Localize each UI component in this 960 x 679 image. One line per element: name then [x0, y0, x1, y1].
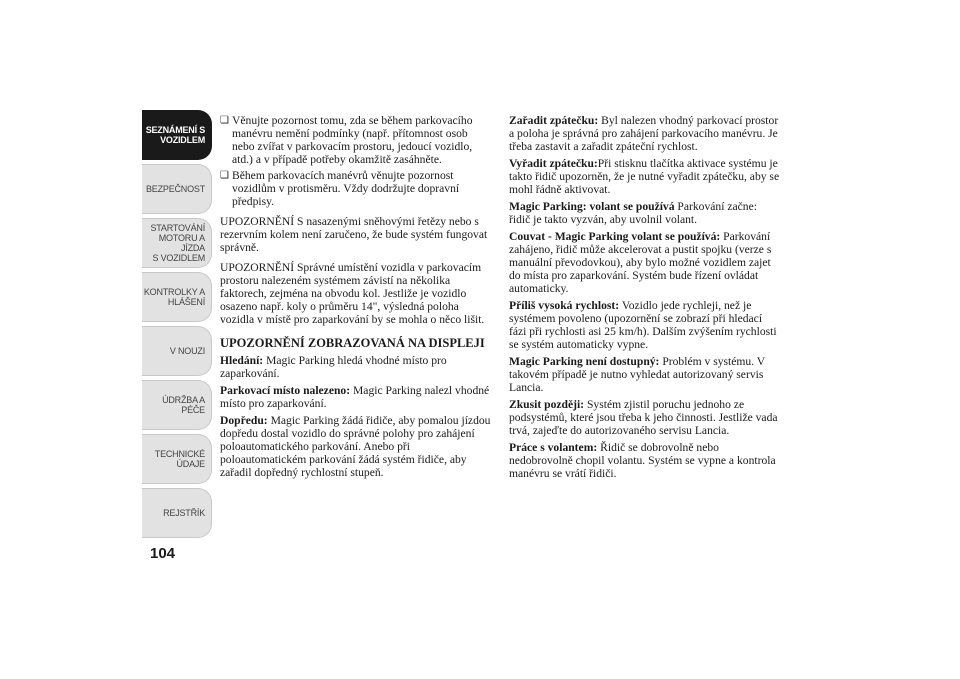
message-item — [509, 441, 781, 480]
message-text: Systém zjistil poruchu jednoho ze podsystémů, které jsou třeba k jeho činnosti. Jestliže vada trvá, zajeďte do autorizovaného servisu Lancia. — [509, 398, 778, 437]
message-item — [509, 200, 781, 226]
message-text: Byl nalezen vhodný parkovací prostor a poloha je správná pro zahájení parkovacího manévru. Je třeba zastavit a zařadit zpáteční rychlost. — [509, 114, 779, 153]
message-term: Hledání: — [220, 354, 264, 367]
message-item — [509, 299, 781, 351]
bullet-item: ❏ Věnujte pozornost tomu, zda se během parkovacího manévru nemění podmínky (např. přítomnost osob nebo zvířat v parkovacím prostoru, jedoucí vozidlo, atd.) a v případě potřeby okamžitě zasáhněte. — [220, 114, 492, 166]
message-text: Vozidlo jede rychleji, než je systémem povoleno (upozornění se zobrazí při hledací fázi při rychlosti asi 25 km/h). Dalším zvýšením rychlosti se systém automaticky vypne. — [509, 299, 777, 351]
message-term: Práce s volantem: — [509, 441, 598, 454]
message-item — [220, 384, 492, 410]
message-text: Parkování začne: řidič je takto vyzván, aby uvolnil volant. — [509, 200, 757, 226]
message-item — [509, 398, 781, 437]
message-item — [220, 414, 492, 479]
section-heading: UPOZORNĚNÍ ZOBRAZOVANÁ NA DISPLEJI — [220, 336, 485, 350]
message-text: Řidič se dobrovolně nebo nedobrovolně chopil volantu. Systém se vypne a kontrola manévru se vrátí řidiči. — [509, 441, 776, 480]
message-text: Magic Parking žádá řidiče, aby pomalou jízdou dopředu dostal vozidlo do správné polohy pro zahájení poloautomatického parkování. Anebo při poloautomatickém parkování žádá systém řidiče, aby zařadil dopředný rychlostní stupeň. — [220, 414, 491, 479]
tab-bezpecnost[interactable]: BEZPEČNOST — [142, 164, 212, 214]
message-item — [509, 355, 781, 394]
tab-startovani-motoru[interactable]: STARTOVÁNÍ MOTORU A JÍZDA S VOZIDLEM — [142, 218, 212, 268]
warning-paragraph: UPOZORNĚNÍ Správné umístění vozidla v parkovacím prostoru nalezeném systémem závistí na několika faktorech, zejména na obvodu kol. Jestliže je vozidlo osazeno např. koly o průměru 14", výsledná poloha vozidla v místě pro zaparkování by se mohla o něco lišit. — [220, 261, 485, 326]
page-number: 104 — [150, 545, 176, 562]
warning-paragraph: UPOZORNĚNÍ S nasazenými sněhovými řetězy nebo s rezervním kolem není zaručeno, že bude systém fungovat správně. — [220, 215, 488, 254]
message-term: Couvat - Magic Parking volant se používá: — [509, 230, 721, 243]
message-text: Parkování zahájeno, řidič může akcelerovat a pustit spojku (verze s manuální převodovkou), aby bylo možné vozidlem zajet do místa pro zaparkování. Systém bude řízení ovládat automaticky. — [509, 230, 772, 295]
message-text: Při stisknu tlačítka aktivace systému je takto řidič upozorněn, že je nutné vyřadit zpátečku, aby se mohl řádně aktivovat. — [509, 157, 780, 196]
tab-rejstrik[interactable]: REJSTŘÍK — [142, 488, 212, 538]
tab-kontrolky-a-hlaseni[interactable]: KONTROLKY A HLÁŠENÍ — [142, 272, 212, 322]
message-item — [220, 354, 492, 380]
message-term: Vyřadit zpátečku: — [509, 157, 598, 170]
message-term: Magic Parking není dostupný: — [509, 355, 660, 368]
tab-v-nouzi[interactable]: V NOUZI — [142, 326, 212, 376]
message-item — [509, 230, 781, 295]
tab-seznameni-s-vozidlem[interactable]: SEZNÁMENÍ S VOZIDLEM — [142, 110, 212, 160]
message-term: Magic Parking: volant se používá — [509, 200, 675, 213]
message-term: Zařadit zpátečku: — [509, 114, 599, 127]
tab-technicke-udaje[interactable]: TECHNICKÉ ÚDAJE — [142, 434, 212, 484]
left-column — [220, 114, 492, 483]
message-text: Magic Parking hledá vhodné místo pro zaparkování. — [220, 354, 447, 380]
message-term: Příliš vysoká rychlost: — [509, 299, 620, 312]
message-text: Magic Parking nalezl vhodné místo pro zaparkování. — [220, 384, 490, 410]
bullet-item: ❏ Během parkovacích manévrů věnujte pozornost vozidlům v protisměru. Vždy dodržujte dopravní předpisy. — [220, 169, 492, 208]
message-term: Zkusit později: — [509, 398, 585, 411]
message-item — [509, 114, 781, 153]
tab-udrzba-a-pece[interactable]: ÚDRŽBA A PÉČE — [142, 380, 212, 430]
message-term: Parkovací místo nalezeno: — [220, 384, 351, 397]
message-item — [509, 157, 781, 196]
message-text: Problém v systému. V takovém případě je nutno vyhledat autorizovaný servis Lancia. — [509, 355, 765, 394]
message-term: Dopředu: — [220, 414, 268, 427]
right-column — [509, 114, 781, 484]
